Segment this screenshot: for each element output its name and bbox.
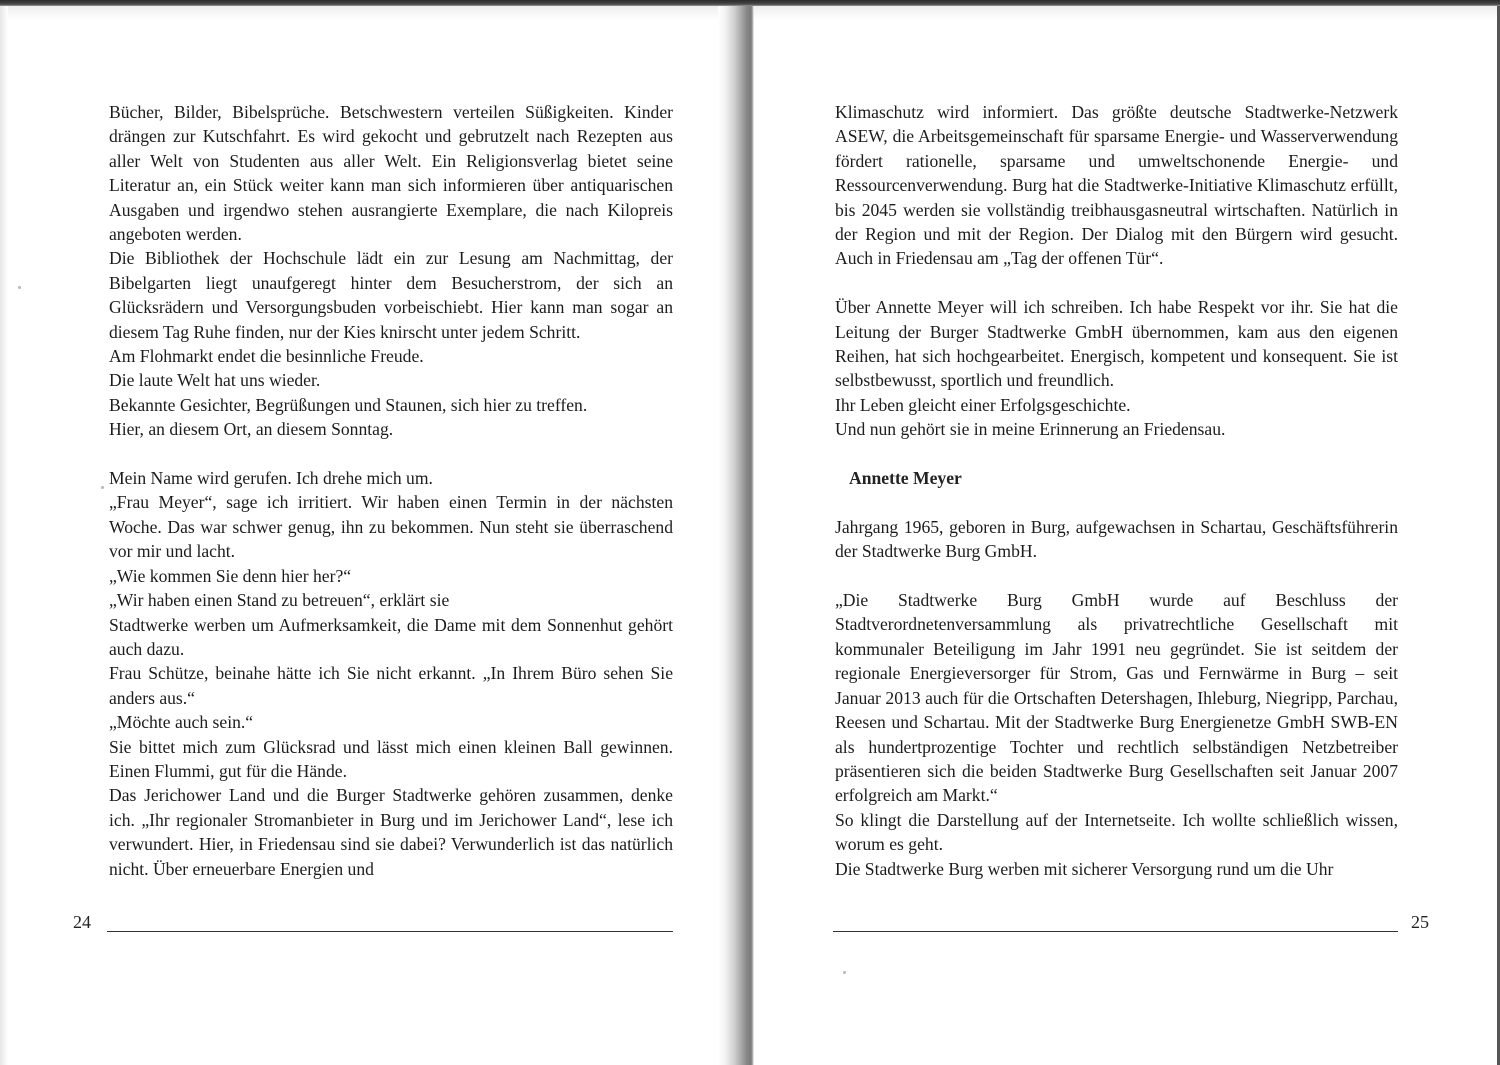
spacer [835, 442, 1398, 466]
paragraph: Das Jerichower Land und die Burger Stadtwerke gehören zusammen, denke ich. „Ihr regionaler Stromanbieter in Burg und im Jerichower Land“, lese ich verwundert. Hier, in Friedensau sind sie dabei? Verwunderlich ist das natürlich nicht. Über erneuerbare Energien und [109, 785, 673, 879]
spacer [835, 490, 1398, 514]
paragraph-spacer [835, 271, 1398, 295]
paragraph: So klingt die Darstellung auf der Internetseite. Ich wollte schließlich wissen, worum es geht. [835, 809, 1398, 855]
section-heading: Annette Meyer [849, 468, 962, 489]
paragraph: Stadtwerke werben um Aufmerksamkeit, die Dame mit dem Sonnenhut gehört auch dazu. [109, 614, 673, 659]
paragraph-spacer [835, 564, 1398, 588]
scan-speck [101, 486, 104, 489]
right-page-section [835, 515, 1398, 881]
paragraph: Ihr Leben gleicht einer Erfolgsgeschichte. [835, 394, 1131, 415]
paragraph: „Die Stadtwerke Burg GmbH wurde auf Beschluss der Stadtverordnetenversammlung als privatrechtliche Gesellschaft mit kommunaler Beteiligung im Jahr 1991 neu gegründet. Sie ist seitdem der regionale Energieversorger für Strom, Gas und Fernwärme in Burg – seit Januar 2013 auch für die Ortschaften Detershagen, Ihleburg, Niegripp, Parchau, Reesen und Schartau. Mit der Stadtwerke Burg Energienetze GmbH SWB-EN als hundertprozentige Tochter und rechtlich selbständigen Netzbetreiber präsentieren sich die beiden Stadtwerke Burg Gesellschaften seit Januar 2007 erfolgreich am Markt.“ [835, 590, 1398, 806]
page-number-left: 24 [73, 912, 91, 932]
paragraph: Die laute Welt hat uns wieder. [109, 370, 321, 391]
paragraph: Jahrgang 1965, geboren in Burg, aufgewachsen in Schartau, Geschäftsführerin der Stadtwerke Burg GmbH. [835, 516, 1398, 562]
paragraph: Klimaschutz wird informiert. Das größte deutsche Stadtwerke-Netzwerk ASEW, die Arbeitsgemeinschaft für sparsame Energie- und Wasserverwendung fördert rationelle, sparsame und umweltschonende Energie- und Ressourcenverwendung. Burg hat die Stadtwerke-Initiative Klimaschutz erfüllt, bis 2045 werden sie vollständig treibhausgasneutral wirtschaften. Natürlich in der Region und mit der Region. Der Dialog mit den Bürgern wird gesucht. Auch in Friedensau am „Tag der offenen Tür“. [835, 102, 1398, 269]
footer-rule-right [833, 931, 1398, 932]
scan-speck [843, 971, 846, 974]
right-page-body [835, 100, 1398, 881]
paragraph: „Wie kommen Sie denn hier her?“ [109, 565, 352, 586]
paragraph: Die Bibliothek der Hochschule lädt ein zur Lesung am Nachmittag, der Bibelgarten liegt unaufgeregt hinter dem Besucherstrom, der sich an Glücksrädern und Versorgungsbuden vorbeischiebt. Hier kann man sogar an diesem Tag Ruhe finden, nur der Kies knirscht unter jedem Schritt. [109, 248, 673, 342]
scan-speck [18, 286, 21, 289]
paragraph: Die Stadtwerke Burg werben mit sicherer Versorgung rund um die Uhr [835, 858, 1334, 879]
footer-rule-left [107, 931, 673, 932]
page-number-right: 25 [1411, 912, 1429, 932]
book-spine-gutter [718, 6, 754, 1065]
paragraph: Über Annette Meyer will ich schreiben. Ich habe Respekt vor ihr. Sie hat die Leitung der Burger Stadtwerke GmbH übernommen, kam aus den eigenen Reihen, hat sich hochgearbeitet. Energisch, kompetent und konsequent. Sie ist selbstbewusst, sportlich und freundlich. [835, 297, 1398, 391]
paragraph: „Wir haben einen Stand zu betreuen“, erklärt sie [109, 590, 450, 611]
paragraph: Hier, an diesem Ort, an diesem Sonntag. [109, 419, 394, 440]
right-page-intro [835, 100, 1398, 442]
paragraph: Und nun gehört sie in meine Erinnerung an Friedensau. [835, 419, 1226, 440]
paragraph-spacer [109, 442, 673, 466]
scan-left-edge [0, 6, 8, 1065]
paragraph: „Möchte auch sein.“ [109, 712, 254, 733]
paragraph: Sie bittet mich zum Glücksrad und lässt mich einen kleinen Ball gewinnen. Einen Flummi, gut für die Hände. [109, 736, 673, 781]
paragraph: Am Flohmarkt endet die besinnliche Freude. [109, 346, 424, 367]
left-page-body [109, 100, 673, 881]
paragraph: Bücher, Bilder, Bibelsprüche. Betschwestern verteilen Süßigkeiten. Kinder drängen zur Kutschfahrt. Es wird gekocht und gebrutzelt nach Rezepten aus aller Welt von Studenten aus aller Welt. Ein Religionsverlag bietet seine Literatur an, ein Stück weiter kann man sich informieren über antiquarischen Ausgaben und irgendwo stehen ausrangierte Exemplare, die nach Kilopreis angeboten werden. [109, 102, 673, 245]
paragraph: Mein Name wird gerufen. Ich drehe mich um. [109, 468, 433, 489]
paragraph: „Frau Meyer“, sage ich irritiert. Wir haben einen Termin in der nächsten Woche. Das war schwer genug, ihn zu bekommen. Nun steht sie überraschend vor mir und lacht. [109, 492, 673, 562]
paragraph: Frau Schütze, beinahe hätte ich Sie nicht erkannt. „In Ihrem Büro sehen Sie anders aus.“ [109, 663, 673, 708]
paragraph: Bekannte Gesichter, Begrüßungen und Staunen, sich hier zu treffen. [109, 394, 588, 415]
